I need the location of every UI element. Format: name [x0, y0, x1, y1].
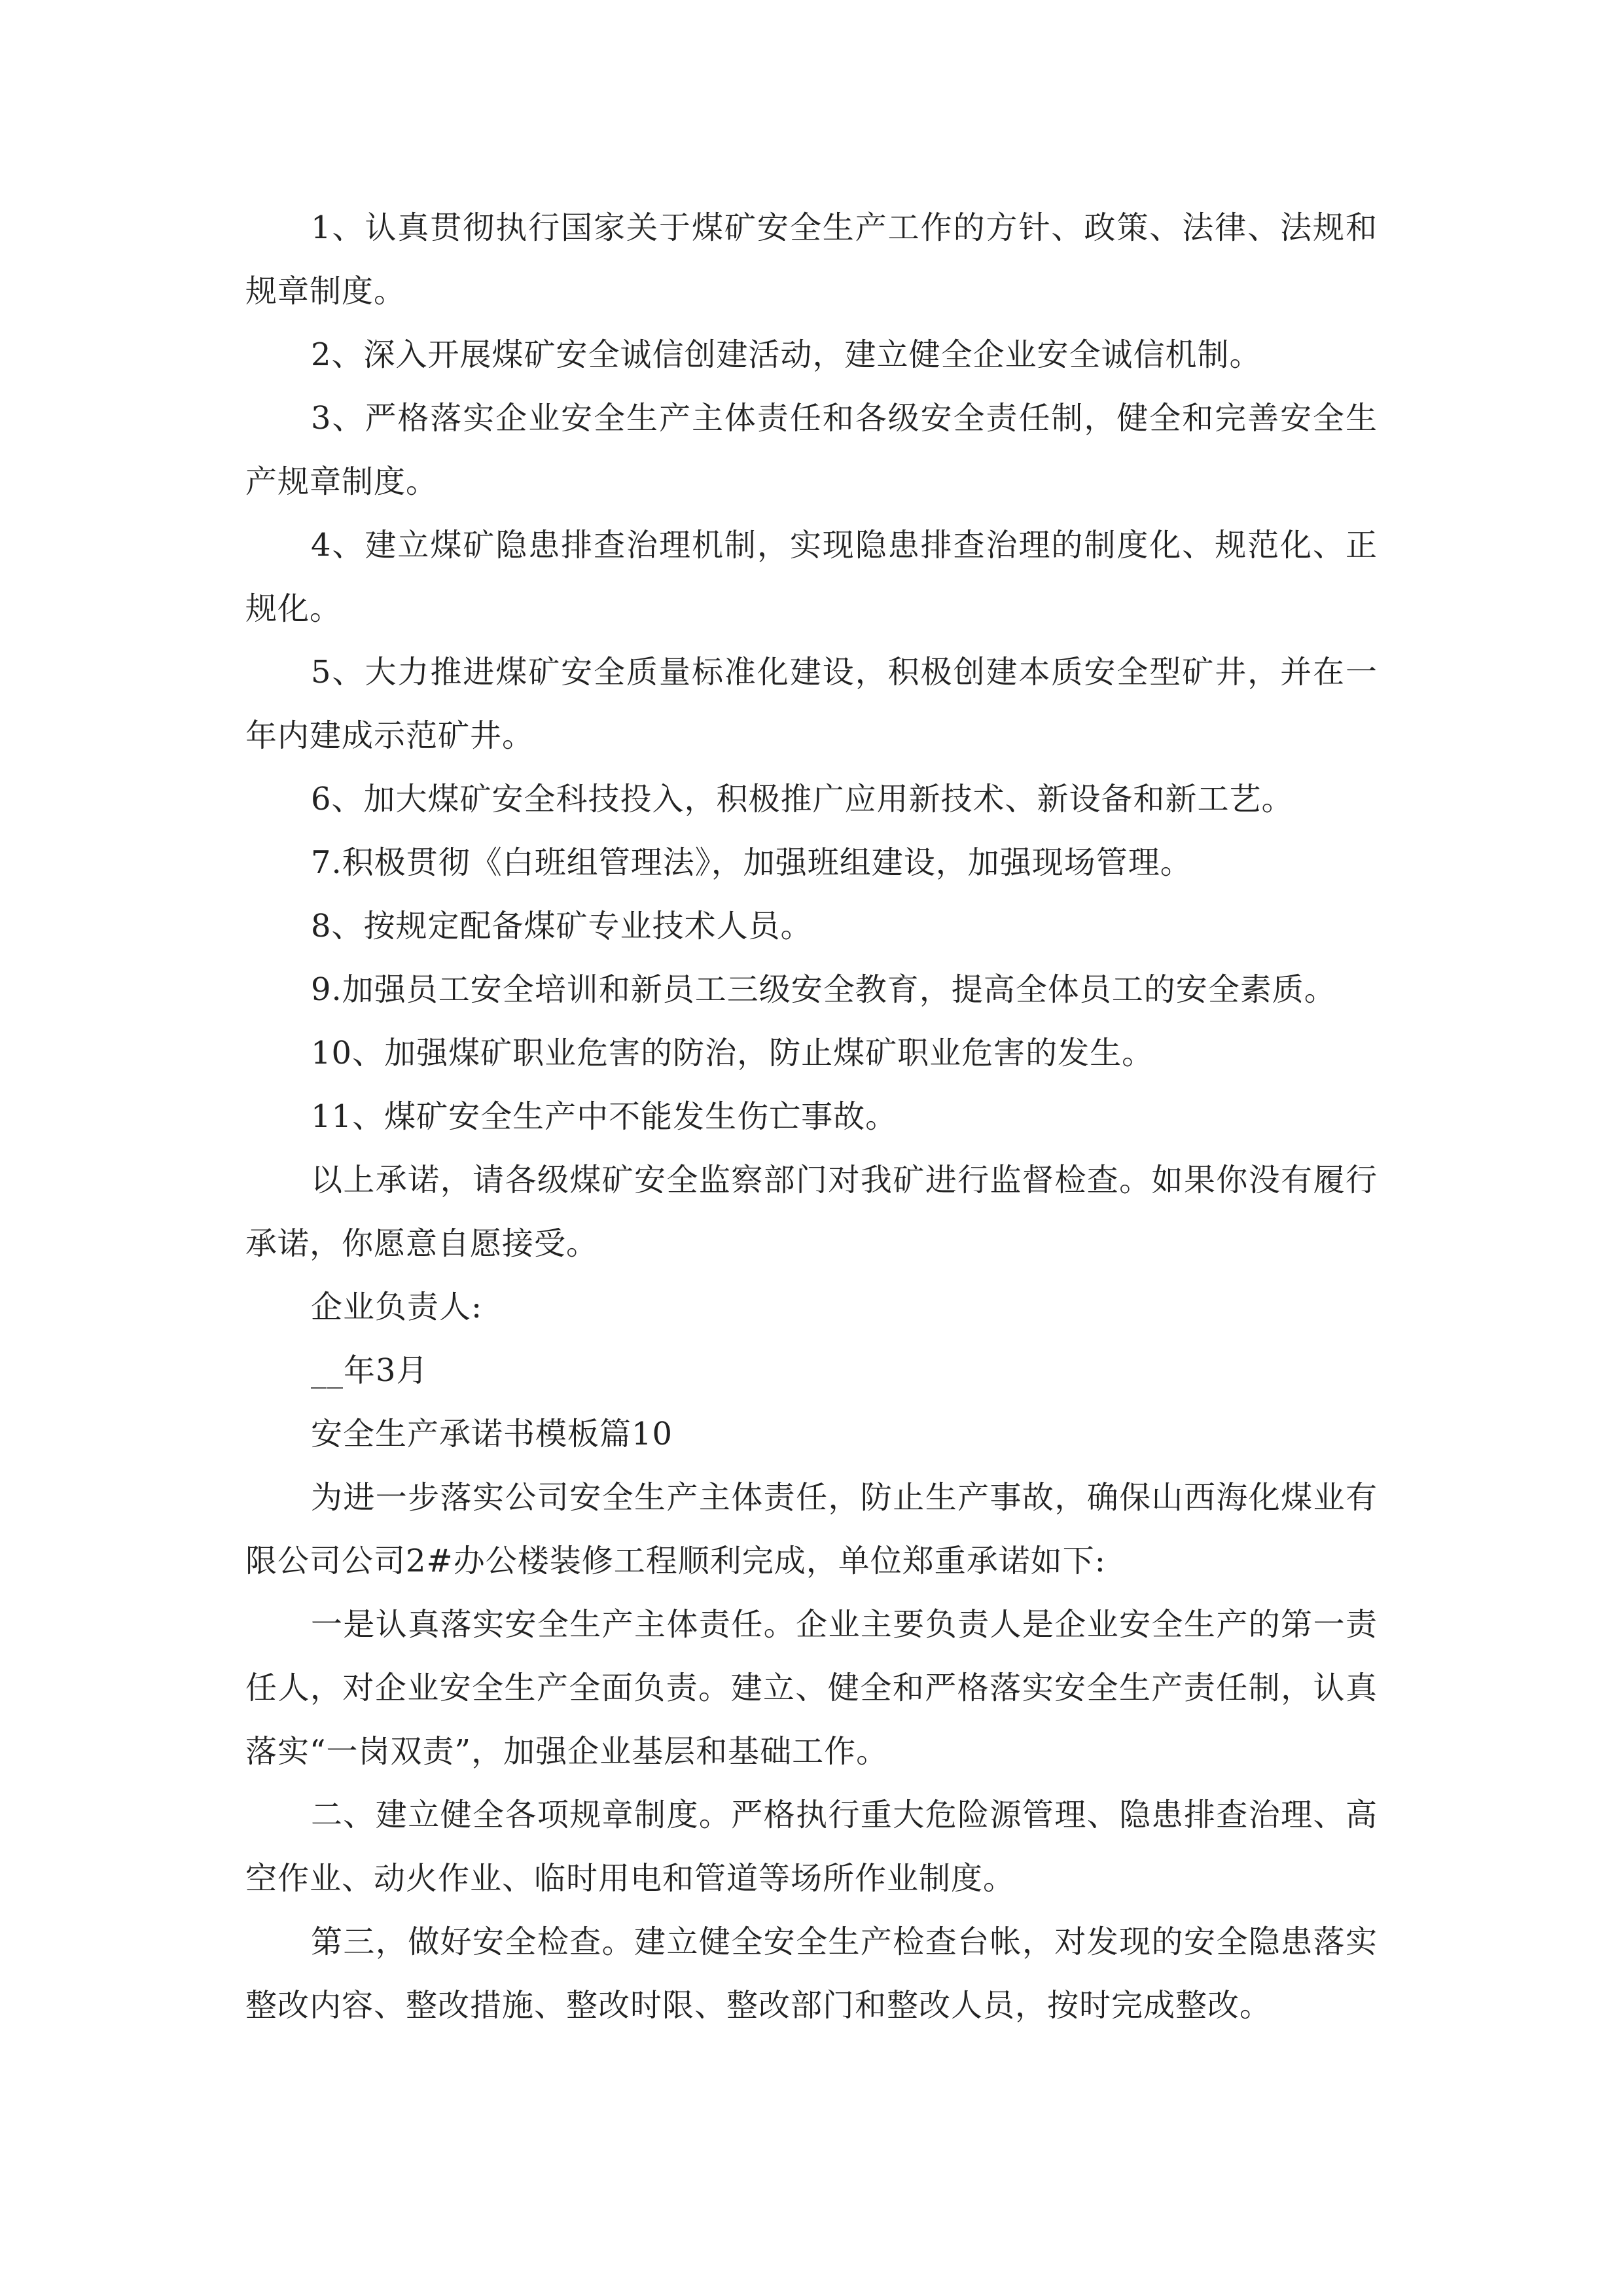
paragraph-item-11: 11、煤矿安全生产中不能发生伤亡事故。	[311, 1098, 898, 1135]
paragraph-item-9: 9.加强员工安全培训和新员工三级安全教育，提高全体员工的安全素质。	[311, 971, 1336, 1008]
paragraph-item-4: 4、建立煤矿隐患排查治理机制，实现隐患排查治理的制度化、规范化、正规化。	[245, 527, 1378, 627]
paragraph-item-1: 1、认真贯彻执行国家关于煤矿安全生产工作的方针、政策、法律、法规和规章制度。	[245, 209, 1378, 310]
paragraph-item-2: 2、深入开展煤矿安全诚信创建活动，建立健全企业安全诚信机制。	[311, 336, 1262, 373]
intro-paragraph: 为进一步落实公司安全生产主体责任，防止生产事故，确保山西海化煤业有限公司公司2#办公楼装修工程顺利完成，单位郑重承诺如下:	[245, 1479, 1378, 1579]
commitment-paragraph: 以上承诺，请各级煤矿安全监察部门对我矿进行监督检查。如果你没有履行承诺，你愿意自愿接受。	[245, 1162, 1378, 1262]
paragraph-item-5: 5、大力推进煤矿安全质量标准化建设，积极创建本质安全型矿井，并在一年内建成示范矿井。	[245, 654, 1378, 754]
paragraph-item-3: 3、严格落实企业安全生产主体责任和各级安全责任制，健全和完善安全生产规章制度。	[245, 400, 1378, 500]
paragraph-item-6: 6、加大煤矿安全科技投入，积极推广应用新技术、新设备和新工艺。	[311, 781, 1294, 817]
paragraph-item-7: 7.积极贯彻《白班组管理法》，加强班组建设，加强现场管理。	[311, 844, 1192, 881]
commitment-item-2: 二、建立健全各项规章制度。严格执行重大危险源管理、隐患排查治理、高空作业、动火作业、临时用电和管道等场所作业制度。	[245, 1797, 1378, 1897]
commitment-item-1: 一是认真落实安全生产主体责任。企业主要负责人是企业安全生产的第一责任人，对企业安全生产全面负责。建立、健全和严格落实安全生产责任制，认真落实“一岗双责”，加强企业基层和基础工作。	[245, 1606, 1378, 1770]
section-heading: 安全生产承诺书模板篇10	[311, 1416, 673, 1452]
commitment-item-3: 第三，做好安全检查。建立健全安全生产检查台帐，对发现的安全隐患落实整改内容、整改措施、整改时限、整改部门和整改人员，按时完成整改。	[245, 1924, 1378, 2024]
date-line: __年3月	[311, 1352, 429, 1389]
paragraph-item-8: 8、按规定配备煤矿专业技术人员。	[311, 908, 813, 944]
paragraph-item-10: 10、加强煤矿职业危害的防治，防止煤矿职业危害的发生。	[311, 1035, 1154, 1071]
document-body	[245, 196, 1378, 2037]
signatory-label: 企业负责人:	[311, 1289, 483, 1325]
